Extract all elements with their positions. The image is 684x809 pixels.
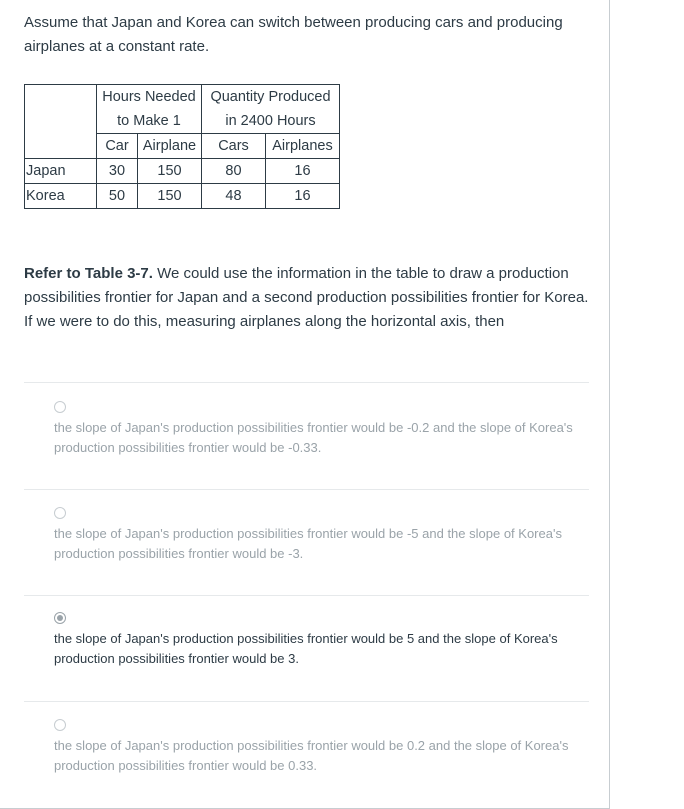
radio-button[interactable] xyxy=(54,507,66,519)
quantity-header-line2: in 2400 Hours xyxy=(202,109,340,134)
subheader-airplane: Airplane xyxy=(138,134,202,159)
subheader-airplanes: Airplanes xyxy=(266,134,340,159)
question-text xyxy=(24,262,589,334)
option-divider xyxy=(24,382,589,383)
table-cell: 150 xyxy=(138,184,202,209)
row-label-japan: Japan xyxy=(25,159,97,184)
radio-button[interactable] xyxy=(54,401,66,413)
table-cell: 16 xyxy=(266,184,340,209)
question-body: We could use the information in the table to draw a production possibilities frontier for Japan and a second production possibilities frontier for Korea. If we were to do this, measuring airplanes along the horizontal axis, then xyxy=(24,265,589,330)
table-cell: 30 xyxy=(97,159,138,184)
table-row xyxy=(25,159,340,184)
answer-option-text[interactable]: the slope of Japan's production possibilities frontier would be -0.2 and the slope of Korea's production possibilities frontier would be -0.33. xyxy=(54,420,573,455)
intro-text: Assume that Japan and Korea can switch between producing cars and producing airplanes at a constant rate. xyxy=(24,14,563,55)
option-divider xyxy=(24,701,589,702)
table-row xyxy=(25,184,340,209)
question-reference: Refer to Table 3-7. xyxy=(24,265,153,282)
table-cell: 16 xyxy=(266,159,340,184)
option-divider xyxy=(24,595,589,596)
table-cell: 48 xyxy=(202,184,266,209)
hours-header-line1: Hours Needed xyxy=(97,85,202,110)
hours-header-line2: to Make 1 xyxy=(97,109,202,134)
radio-button-selected[interactable] xyxy=(54,612,66,624)
subheader-cars: Cars xyxy=(202,134,266,159)
row-label-korea: Korea xyxy=(25,184,97,209)
answer-option-text[interactable]: the slope of Japan's production possibilities frontier would be 5 and the slope of Korea's production possibilities frontier would be 3. xyxy=(54,631,558,666)
table-cell: 150 xyxy=(138,159,202,184)
table-cell: 50 xyxy=(97,184,138,209)
radio-button[interactable] xyxy=(54,719,66,731)
answer-option-text[interactable]: the slope of Japan's production possibilities frontier would be 0.2 and the slope of Korea's production possibilities frontier would be 0.33. xyxy=(54,738,569,773)
table-cell: 80 xyxy=(202,159,266,184)
option-divider xyxy=(24,489,589,490)
subheader-car: Car xyxy=(97,134,138,159)
answer-option-text[interactable]: the slope of Japan's production possibilities frontier would be -5 and the slope of Korea's production possibilities frontier would be -3. xyxy=(54,526,562,561)
quantity-header-line1: Quantity Produced xyxy=(202,85,340,110)
table-corner-cell xyxy=(25,85,97,159)
production-table xyxy=(24,84,340,209)
